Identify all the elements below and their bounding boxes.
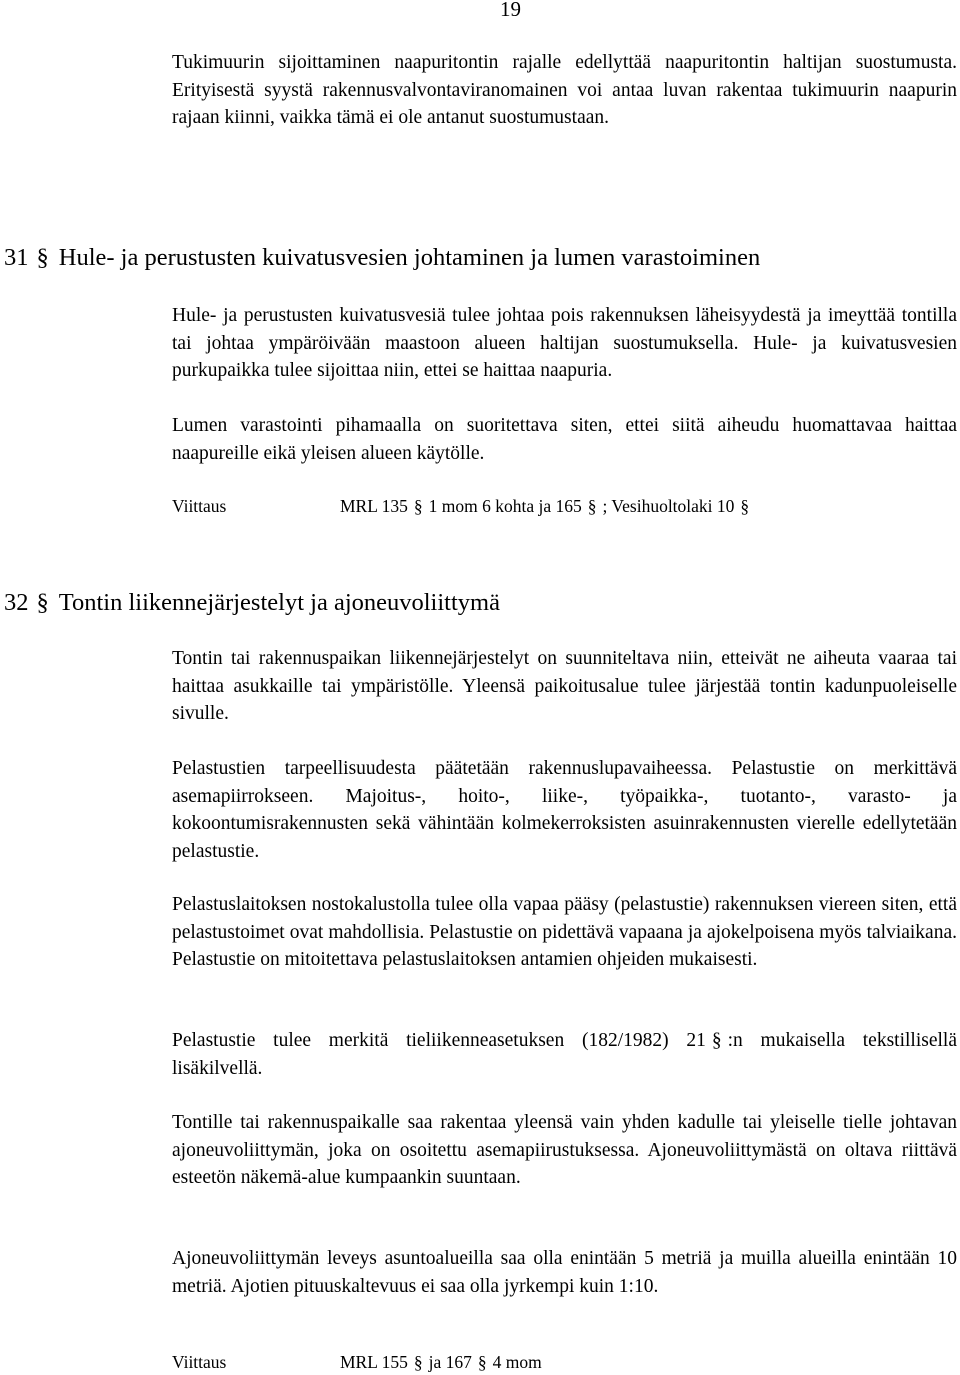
paragraph-text-before: Pelastustie tulee merkitä tieliikenneasetuksen (182/1982) 21 bbox=[172, 1030, 706, 1051]
section-32-paragraph-5: Tontille tai rakennuspaikalle saa rakentaa yleensä vain yhden kadulle tai yleiselle tielle johtavan ajoneuvoliittymän, joka on osoitettu asemapiirustuksessa. Ajoneuvoliittymästä on oltava riittävä esteetön näkemä-alue kumpaankin suuntaan. bbox=[172, 1112, 957, 1188]
reference-part-1: MRL 135 bbox=[340, 496, 408, 516]
intro-paragraph: Tukimuurin sijoittaminen naapuritontin rajalle edellyttää naapuritontin haltijan suostumusta. Erityisestä syystä rakennusvalvontaviranomainen voi antaa luvan rakentaa tukimuurin naapurin rajaan kiinni, vaikka tämä ei ole antanut suostumustaan. bbox=[172, 52, 957, 128]
section-31-paragraph-2: Lumen varastointi pihamaalla on suoritettava siten, ettei siitä aiheudu huomattavaa haittaa naapureille eikä yleisen alueen käytölle. bbox=[172, 415, 957, 464]
section-title: Hule- ja perustusten kuivatusvesien johtaminen ja lumen varastoiminen bbox=[58, 244, 761, 271]
section-symbol: § bbox=[477, 1352, 487, 1372]
section-32-paragraph-3: Pelastuslaitoksen nostokalustolla tulee olla vapaa pääsy (pelastustie) rakennuksen viereen siten, että pelastustoimet ovat mahdollisia. Pelastustie on pidettävä vapaana ja ajokelpoisena myös talviaikana. Pelastustie on mitoitettava pelastuslaitoksen antamien ohjeiden mukaisesti. bbox=[172, 894, 957, 970]
section-32-paragraph-6: Ajoneuvoliittymän leveys asuntoalueilla saa olla enintään 5 metriä ja muilla alueilla enintään 10 metriä. Ajotien pituuskaltevuus ei saa olla jyrkempi kuin 1:10. bbox=[172, 1248, 957, 1297]
section-31-heading bbox=[4, 242, 760, 274]
reference-part-1: MRL 155 bbox=[340, 1352, 408, 1372]
reference-part-3: 4 mom bbox=[492, 1352, 542, 1372]
section-symbol: § bbox=[740, 496, 750, 516]
section-symbol: § bbox=[413, 1352, 423, 1372]
page-number: 19 bbox=[500, 0, 521, 21]
reference-text bbox=[340, 1350, 542, 1374]
section-32-paragraph-4 bbox=[172, 1027, 957, 1082]
section-symbol: § bbox=[36, 244, 49, 271]
reference-label: Viittaus bbox=[172, 496, 227, 516]
reference-part-2: 1 mom 6 kohta ja 165 bbox=[428, 496, 582, 516]
section-number: 31 bbox=[4, 244, 29, 271]
section-title: Tontin liikennejärjestelyt ja ajoneuvoliittymä bbox=[58, 589, 500, 616]
section-symbol: § bbox=[587, 496, 597, 516]
paragraph-text-after: :n mukaisella tekstillisellä lisäkilvellä. bbox=[172, 1030, 957, 1079]
section-number: 32 bbox=[4, 589, 29, 616]
reference-label: Viittaus bbox=[172, 1352, 227, 1372]
reference-text bbox=[340, 494, 755, 518]
reference-part-2: ja 167 bbox=[428, 1352, 472, 1372]
section-symbol: § bbox=[413, 496, 423, 516]
section-32-heading bbox=[4, 587, 500, 619]
section-32-paragraph-1: Tontin tai rakennuspaikan liikennejärjestelyt on suunniteltava niin, etteivät ne aiheuta vaaraa tai haittaa asukkaille tai ympäristölle. Yleensä paikoitusalue tulee järjestää tontin kadunpuoleiselle sivulle. bbox=[172, 648, 957, 724]
section-symbol: § bbox=[711, 1030, 722, 1051]
section-32-paragraph-2: Pelastustien tarpeellisuudesta päätetään rakennuslupavaiheessa. Pelastustie on merkittävä asemapiirrokseen. Majoitus-, hoito-, liike-, työpaikka-, tuotanto-, varasto- ja kokoontumisrakennusten sekä vähintään kolmekerroksisten asuinrakennusten vierelle edellytetään pelastustie. bbox=[172, 758, 957, 862]
section-31-paragraph-1: Hule- ja perustusten kuivatusvesiä tulee johtaa pois rakennuksen läheisyydestä ja imeyttää tontilla tai johtaa ympäröivään maastoon alueen haltijan suostumuksella. Hule- ja kuivatusvesien purkupaikka tulee sijoittaa niin, ettei se haittaa naapuria. bbox=[172, 305, 957, 381]
reference-part-3: ; Vesihuoltolaki 10 bbox=[602, 496, 735, 516]
section-symbol: § bbox=[36, 589, 49, 616]
